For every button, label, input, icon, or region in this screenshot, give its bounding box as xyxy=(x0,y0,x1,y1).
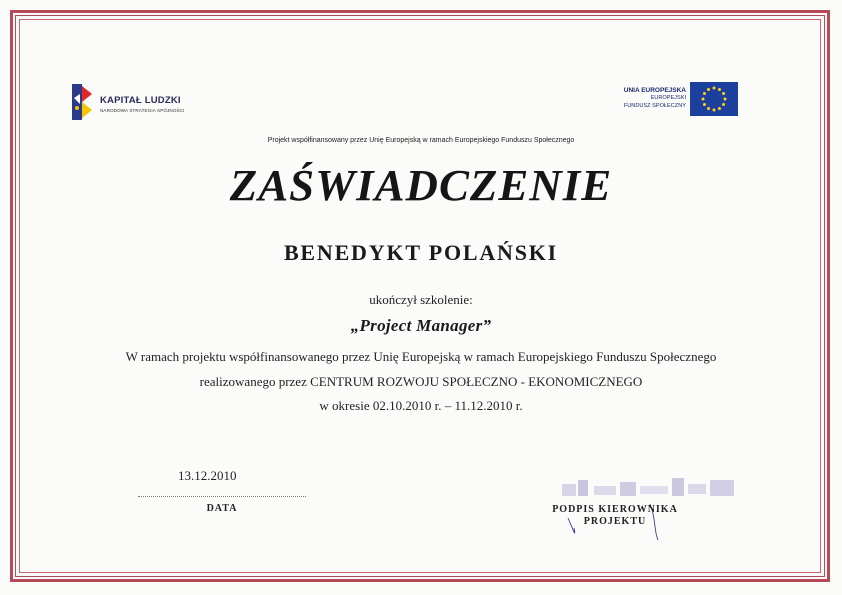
eu-star-icon xyxy=(703,92,706,95)
eu-star-icon xyxy=(713,109,716,112)
eu-star-icon xyxy=(713,87,716,90)
kapital-ludzki-logo xyxy=(70,84,200,122)
recipient-name: BENEDYKT POLAŃSKI xyxy=(283,240,559,265)
eu-star-icon xyxy=(724,98,727,101)
eu-fund-line2: FUNDUSZ SPOŁECZNY xyxy=(623,102,686,109)
body-line-organizer: realizowanego przez CENTRUM ROZWOJU SPOŁECZNO - EKONOMICZNEGO xyxy=(199,374,643,389)
project-funding-line: Projekt współfinansowany przez Unię Europejską w ramach Europejskiego Funduszu Społecznego xyxy=(267,137,575,144)
kapital-ludzki-subtitle: NARODOWA STRATEGIA SPÓJNOŚCI xyxy=(100,108,185,113)
eu-star-icon xyxy=(703,103,706,106)
body-line-program: W ramach projektu współfinansowanego przez Unię Europejską w ramach Europejskiego Funduszu Społecznego xyxy=(125,349,717,364)
eu-star-icon xyxy=(718,88,721,91)
eu-logo-text xyxy=(618,87,686,110)
signature-label xyxy=(540,504,690,528)
eu-logo xyxy=(618,81,742,121)
eu-star-icon xyxy=(722,103,725,106)
kapital-ludzki-mark-icon xyxy=(70,84,94,120)
kapital-ludzki-title: KAPITAŁ LUDZKI xyxy=(100,95,181,106)
certificate-title: ZAŚWIADCZENIE xyxy=(229,161,613,210)
date-dotted-line xyxy=(138,496,306,497)
signature-label-line2: PROJEKTU xyxy=(583,516,647,527)
eu-name: UNIA EUROPEJSKA xyxy=(623,87,686,94)
signature-label-line1: PODPIS KIEROWNIKA xyxy=(552,504,678,515)
eu-star-icon xyxy=(722,92,725,95)
eu-fund-line1: EUROPEJSKI xyxy=(650,95,686,101)
body-line-period: w okresie 02.10.2010 r. – 11.12.2010 r. xyxy=(319,398,523,413)
eu-star-icon xyxy=(707,88,710,91)
date-label: DATA xyxy=(206,503,238,514)
completed-text: ukończył szkolenie: xyxy=(369,292,473,307)
eu-flag-icon xyxy=(690,82,738,116)
issue-date: 13.12.2010 xyxy=(178,468,237,483)
course-name: „Project Manager” xyxy=(350,316,492,335)
eu-star-icon xyxy=(702,98,705,101)
eu-star-icon xyxy=(718,107,721,110)
eu-star-icon xyxy=(707,107,710,110)
redacted-signature-image xyxy=(560,474,745,500)
